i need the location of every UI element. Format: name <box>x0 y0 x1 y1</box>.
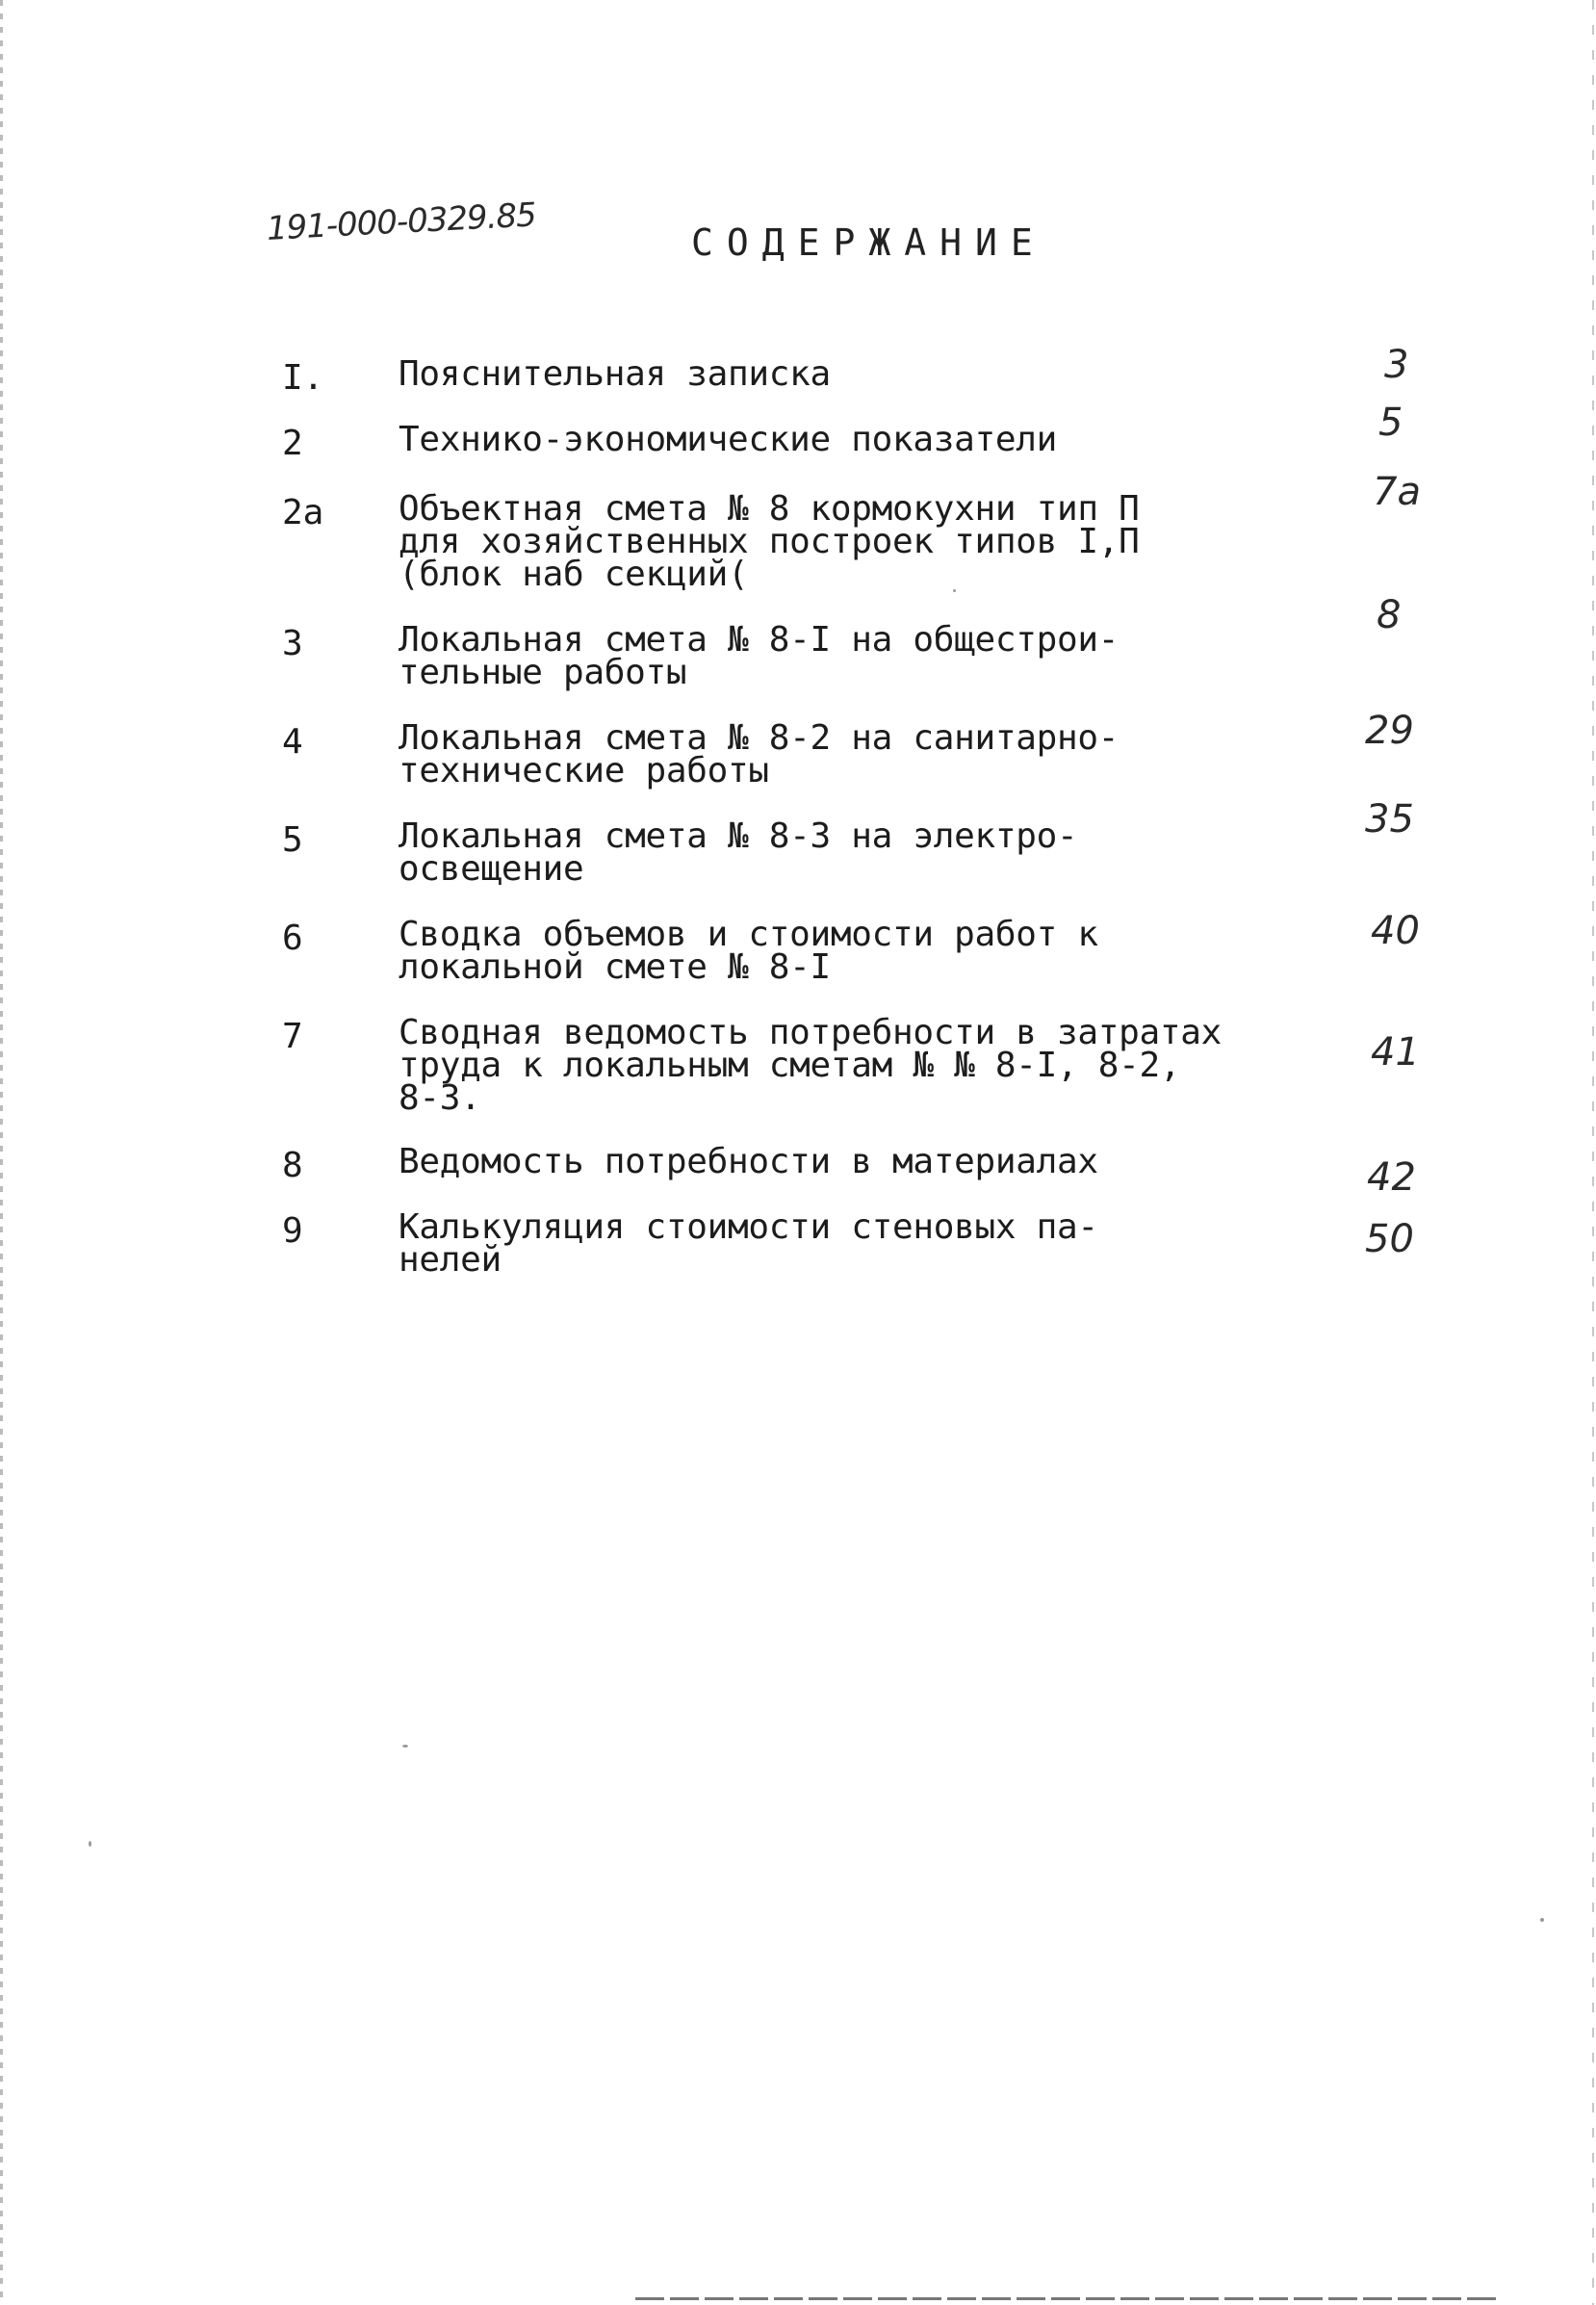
toc-entry-number: 7 <box>282 1017 303 1056</box>
scan-speck <box>402 1745 408 1748</box>
page-title: СОДЕРЖАНИЕ <box>691 221 1046 264</box>
scan-speck <box>953 589 956 592</box>
toc-entry-title: Объектная смета № 8 кормокухни тип П для хозяйственных построек типов I,П (блок наб секций( <box>399 489 1140 594</box>
toc-entry-title: Технико-экономические показатели <box>399 420 1057 459</box>
scan-speck <box>89 1841 91 1847</box>
toc-entry-number: 4 <box>282 722 303 762</box>
toc-entry-title: Калькуляция стоимости стеновых па- нелей <box>399 1207 1098 1280</box>
toc-entry-page: 42 <box>1367 1155 1416 1200</box>
toc-entry-title: Локальная смета № 8-2 на санитарно- технические работы <box>399 718 1120 790</box>
toc-entry-number: 3 <box>282 624 303 663</box>
toc-entry-page: 40 <box>1371 909 1420 953</box>
toc-entry-title: Сводка объемов и стоимости работ к локальной смете № 8-I <box>399 915 1098 987</box>
toc-entry-title: Локальная смета № 8-I на общестрои- тельные работы <box>399 620 1120 692</box>
toc-entry-page: 7а <box>1373 470 1421 514</box>
toc-entry-title: Пояснительная записка <box>399 354 831 394</box>
toc-entry-number: I. <box>282 358 324 398</box>
toc-entry-page: 5 <box>1378 401 1403 445</box>
toc-entry-number: 8 <box>282 1146 303 1185</box>
toc-entry-title: Локальная смета № 8-3 на электро- освещение <box>399 816 1078 889</box>
toc-entry-number: 2 <box>282 424 303 463</box>
toc-entry-number: 5 <box>282 820 303 860</box>
document-code-handwritten: 191-000-0329.85 <box>266 195 537 248</box>
scan-speck <box>1540 1918 1544 1922</box>
toc-entry-number: 9 <box>282 1211 303 1251</box>
toc-entry-number: 2а <box>282 493 324 532</box>
toc-entry-page: 3 <box>1384 343 1409 387</box>
toc-entry-page: 29 <box>1365 709 1414 753</box>
toc-entry-page: 35 <box>1365 797 1414 842</box>
toc-entry-page: 50 <box>1365 1217 1414 1261</box>
toc-entry-number: 6 <box>282 919 303 958</box>
toc-entry-title: Сводная ведомость потребности в затратах труда к локальным сметам № № 8-I, 8-2, 8-3. <box>399 1013 1222 1118</box>
toc-entry-page: 41 <box>1371 1030 1420 1075</box>
toc-entry-title: Ведомость потребности в материалах <box>399 1142 1098 1181</box>
toc-entry-page: 8 <box>1377 593 1402 637</box>
